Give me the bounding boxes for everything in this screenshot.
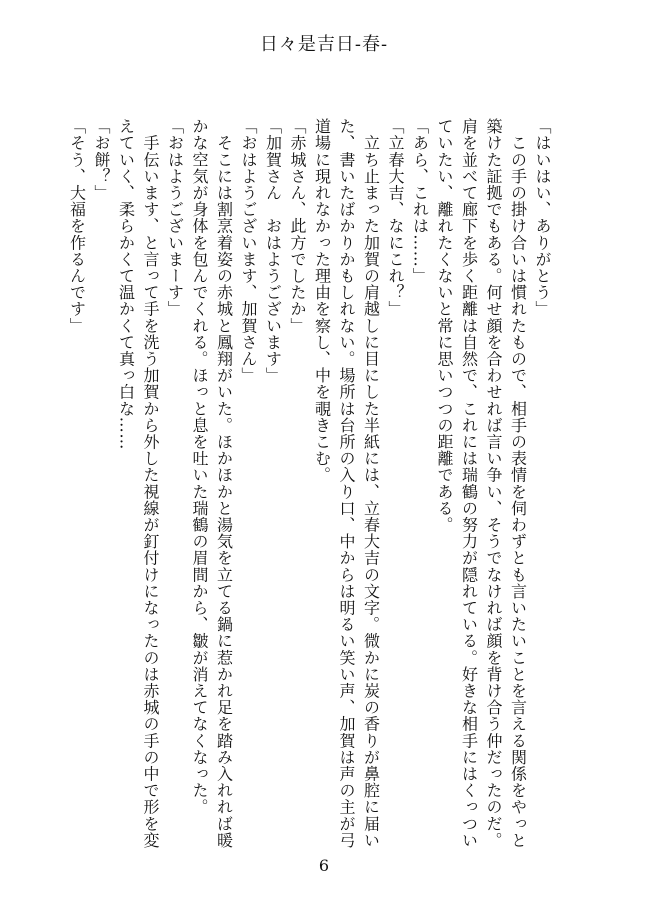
page-number: 6 <box>318 856 330 875</box>
text-line: 「立春大吉、なにこれ？」 <box>386 118 405 318</box>
text-line: 「あら、これは……」 <box>410 118 430 284</box>
text-line: かな空気が身体を包んでくれる。ほっと息を吐いた瑞鶴の眉間から、皺が消えてなくなった。 <box>190 118 209 816</box>
text-line: 肩を並べて廊下を歩く距離は自然で、これには瑞鶴の努力が隠れている。好きな相手にはくっつい <box>459 118 479 849</box>
text-line: 「おはようございます、加賀さん」 <box>239 118 258 384</box>
text-line: 「おはようございまーす」 <box>165 118 185 318</box>
text-line: 「お餅？」 <box>92 118 111 201</box>
text-line: そこには割烹着姿の赤城と鳳翔がいた。ほかほかと湯気を立てる鍋に惹かれ足を踏み入れれば暖 <box>214 118 234 849</box>
running-header-title: 日々是吉日-春- <box>259 34 389 55</box>
text-line: 立ち止まった加賀の肩越しに目にした半紙には、立春大吉の文字。微かに炭の香りが鼻腔に届い <box>361 118 381 849</box>
text-line: 築けた証拠でもある。何せ顔を合わせれば言い争い、そうでなければ顔を背け合う仲だったのだ。 <box>484 118 503 849</box>
text-line: 「はいはい、ありがとう」 <box>533 118 552 318</box>
text-line: 「加賀さん おはようございます」 <box>263 118 283 384</box>
vertical-text-block <box>67 118 554 849</box>
text-line: えていく、柔らかくて温かくて真っ白な…… <box>116 118 136 450</box>
text-line: 手伝います、と言って手を洗う加賀から外した視線が釘付けになったのは赤城の手の中で形を変 <box>141 118 160 849</box>
text-line: 「そう、大福を作るんです」 <box>67 118 87 334</box>
text-line: 「赤城さん、此方でしたか」 <box>288 118 307 334</box>
text-line: た、書いたばかりかもしれない。場所は台所の入り口、中からは明るい笑い声、加賀は声の主が弓 <box>337 118 356 849</box>
text-line: この手の掛け合いは慣れたもので、相手の表情を伺わずとも言いたいことを言える関係をやっと <box>508 118 528 849</box>
text-line: 道場に現れなかった理由を察し、中を覗きこむ。 <box>312 118 332 484</box>
text-line: ていたい、離れたくないと常に思いつつの距離である。 <box>435 118 454 533</box>
